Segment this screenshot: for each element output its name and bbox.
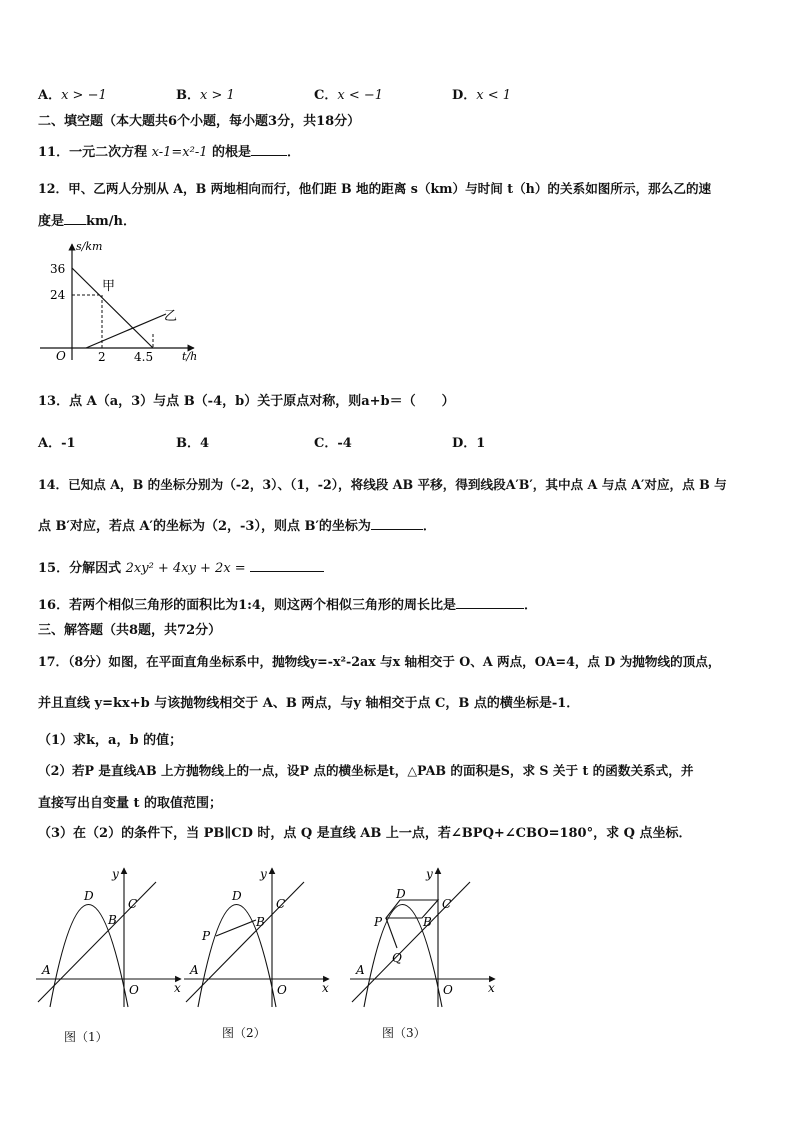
x-axis-label: t/h	[182, 350, 198, 363]
x-axis-label: x	[322, 981, 329, 995]
point-p-label: P	[374, 915, 383, 929]
x-axis-label: x	[488, 981, 495, 995]
distance-time-graph	[36, 238, 206, 366]
origin-label: O	[56, 349, 66, 363]
x-tick-45: 4.5	[134, 350, 154, 364]
question-12-line1: 12．甲、乙两人分别从 A，B 两地相向而行，他们距 B 地的距离 s（km）与时间 t（h）的关系如图所示，那么乙的速	[38, 181, 712, 196]
answer-blank[interactable]	[456, 596, 524, 609]
question-17-part1: （1）求k，a，b 的值；	[38, 733, 183, 748]
section-2-heading: 二、填空题（本大题共6个小题，每小题3分，共18分）	[38, 114, 361, 129]
x-axis-label: x	[174, 981, 181, 995]
question-14-line2: 点 B′对应，若点 A′的坐标为（2，-3），则点 B′的坐标为 ．	[38, 519, 436, 534]
question-16: 16．若两个相似三角形的面积比为1:4，则这两个相似三角形的周长比是 ．	[38, 598, 537, 613]
x-tick-2: 2	[98, 350, 106, 364]
q10-option-a: A．x > −1	[38, 88, 107, 103]
point-a-label: A	[190, 963, 199, 977]
answer-blank[interactable]	[250, 559, 324, 572]
point-q-label: Q	[392, 951, 402, 965]
y-tick-24: 24	[50, 288, 66, 302]
question-17-line2: 并且直线 y=kx+b 与该抛物线相交于 A、B 两点，与y 轴相交于点 C，B 点的横坐标是-1．	[38, 696, 580, 711]
point-d-label: D	[84, 889, 94, 903]
figure-1-caption: 图（1）	[64, 1030, 108, 1044]
answer-blank[interactable]	[64, 212, 86, 225]
question-13: 13．点 A（a，3）与点 B（-4，b）关于原点对称，则a+b＝（ ）	[38, 394, 455, 409]
segment-pq	[386, 918, 397, 948]
segment-pb	[216, 920, 256, 936]
question-17-part2b: 直接写出自变量 t 的取值范围；	[38, 796, 223, 811]
figure-3-caption: 图（3）	[382, 1026, 426, 1040]
question-14-line1: 14．已知点 A，B 的坐标分别为（-2，3）、（1，-2），将线段 AB 平移，得到线段A′B′，其中点 A 与点 A′对应，点 B 与	[38, 477, 727, 492]
point-b-label: B	[108, 913, 117, 927]
point-d-label: D	[396, 887, 406, 901]
q13-option-d: D．1	[452, 436, 486, 451]
question-11: 11．一元二次方程 x-1=x²-1 的根是 ．	[38, 145, 301, 160]
q13-option-b: B．4	[176, 436, 210, 451]
question-17-part2a: （2）若P 是直线AB 上方抛物线上的一点，设P 点的横坐标是t，△PAB 的面积是S，求 S 关于 t 的函数关系式，并	[38, 763, 694, 778]
question-12-line2: 度是 km/h．	[38, 214, 136, 229]
point-c-label: C	[442, 897, 452, 911]
label-yi: 乙	[164, 309, 178, 324]
figure-1	[36, 862, 186, 1012]
point-c-label: C	[128, 897, 138, 911]
point-a-label: A	[356, 963, 365, 977]
origin-label: O	[129, 983, 139, 997]
y-axis-label: s/km	[76, 240, 103, 253]
question-17-part3: （3）在（2）的条件下，当 PB∥CD 时，点 Q 是直线 AB 上一点，若∠BPQ+∠CBO=180°，求 Q 点坐标．	[38, 826, 692, 841]
origin-label: O	[443, 983, 453, 997]
y-axis-label: y	[426, 867, 433, 881]
origin-label: O	[277, 983, 287, 997]
label-jia: 甲	[102, 279, 116, 294]
figure-2-caption: 图（2）	[222, 1026, 266, 1040]
point-d-label: D	[232, 889, 242, 903]
q13-option-c: C．-4	[314, 436, 352, 451]
point-b-label: B	[256, 915, 265, 929]
q10-option-d: D．x < 1	[452, 88, 512, 103]
figure-3	[350, 862, 500, 1012]
q10-option-c: C．x < −1	[314, 88, 384, 103]
y-axis-label: y	[112, 867, 119, 881]
line-yi	[86, 314, 166, 348]
y-tick-36: 36	[50, 262, 66, 276]
point-p-label: P	[202, 929, 211, 943]
answer-blank[interactable]	[371, 517, 423, 530]
y-axis-label: y	[260, 867, 267, 881]
answer-blank[interactable]	[251, 143, 287, 156]
q10-option-b: B．x > 1	[176, 88, 235, 103]
q13-option-a: A．-1	[38, 436, 76, 451]
question-17-line1: 17．（8分）如图，在平面直角坐标系中，抛物线y=-x²-2ax 与x 轴相交于 O、A 两点，OA=4，点 D 为抛物线的顶点，	[38, 654, 721, 669]
point-b-label: B	[423, 915, 432, 929]
section-3-heading: 三、解答题（共8题，共72分）	[38, 623, 222, 638]
question-15: 15．分解因式 2xy² + 4xy + 2x =	[38, 557, 324, 576]
figure-2	[184, 862, 334, 1012]
point-a-label: A	[42, 963, 51, 977]
point-c-label: C	[276, 897, 286, 911]
